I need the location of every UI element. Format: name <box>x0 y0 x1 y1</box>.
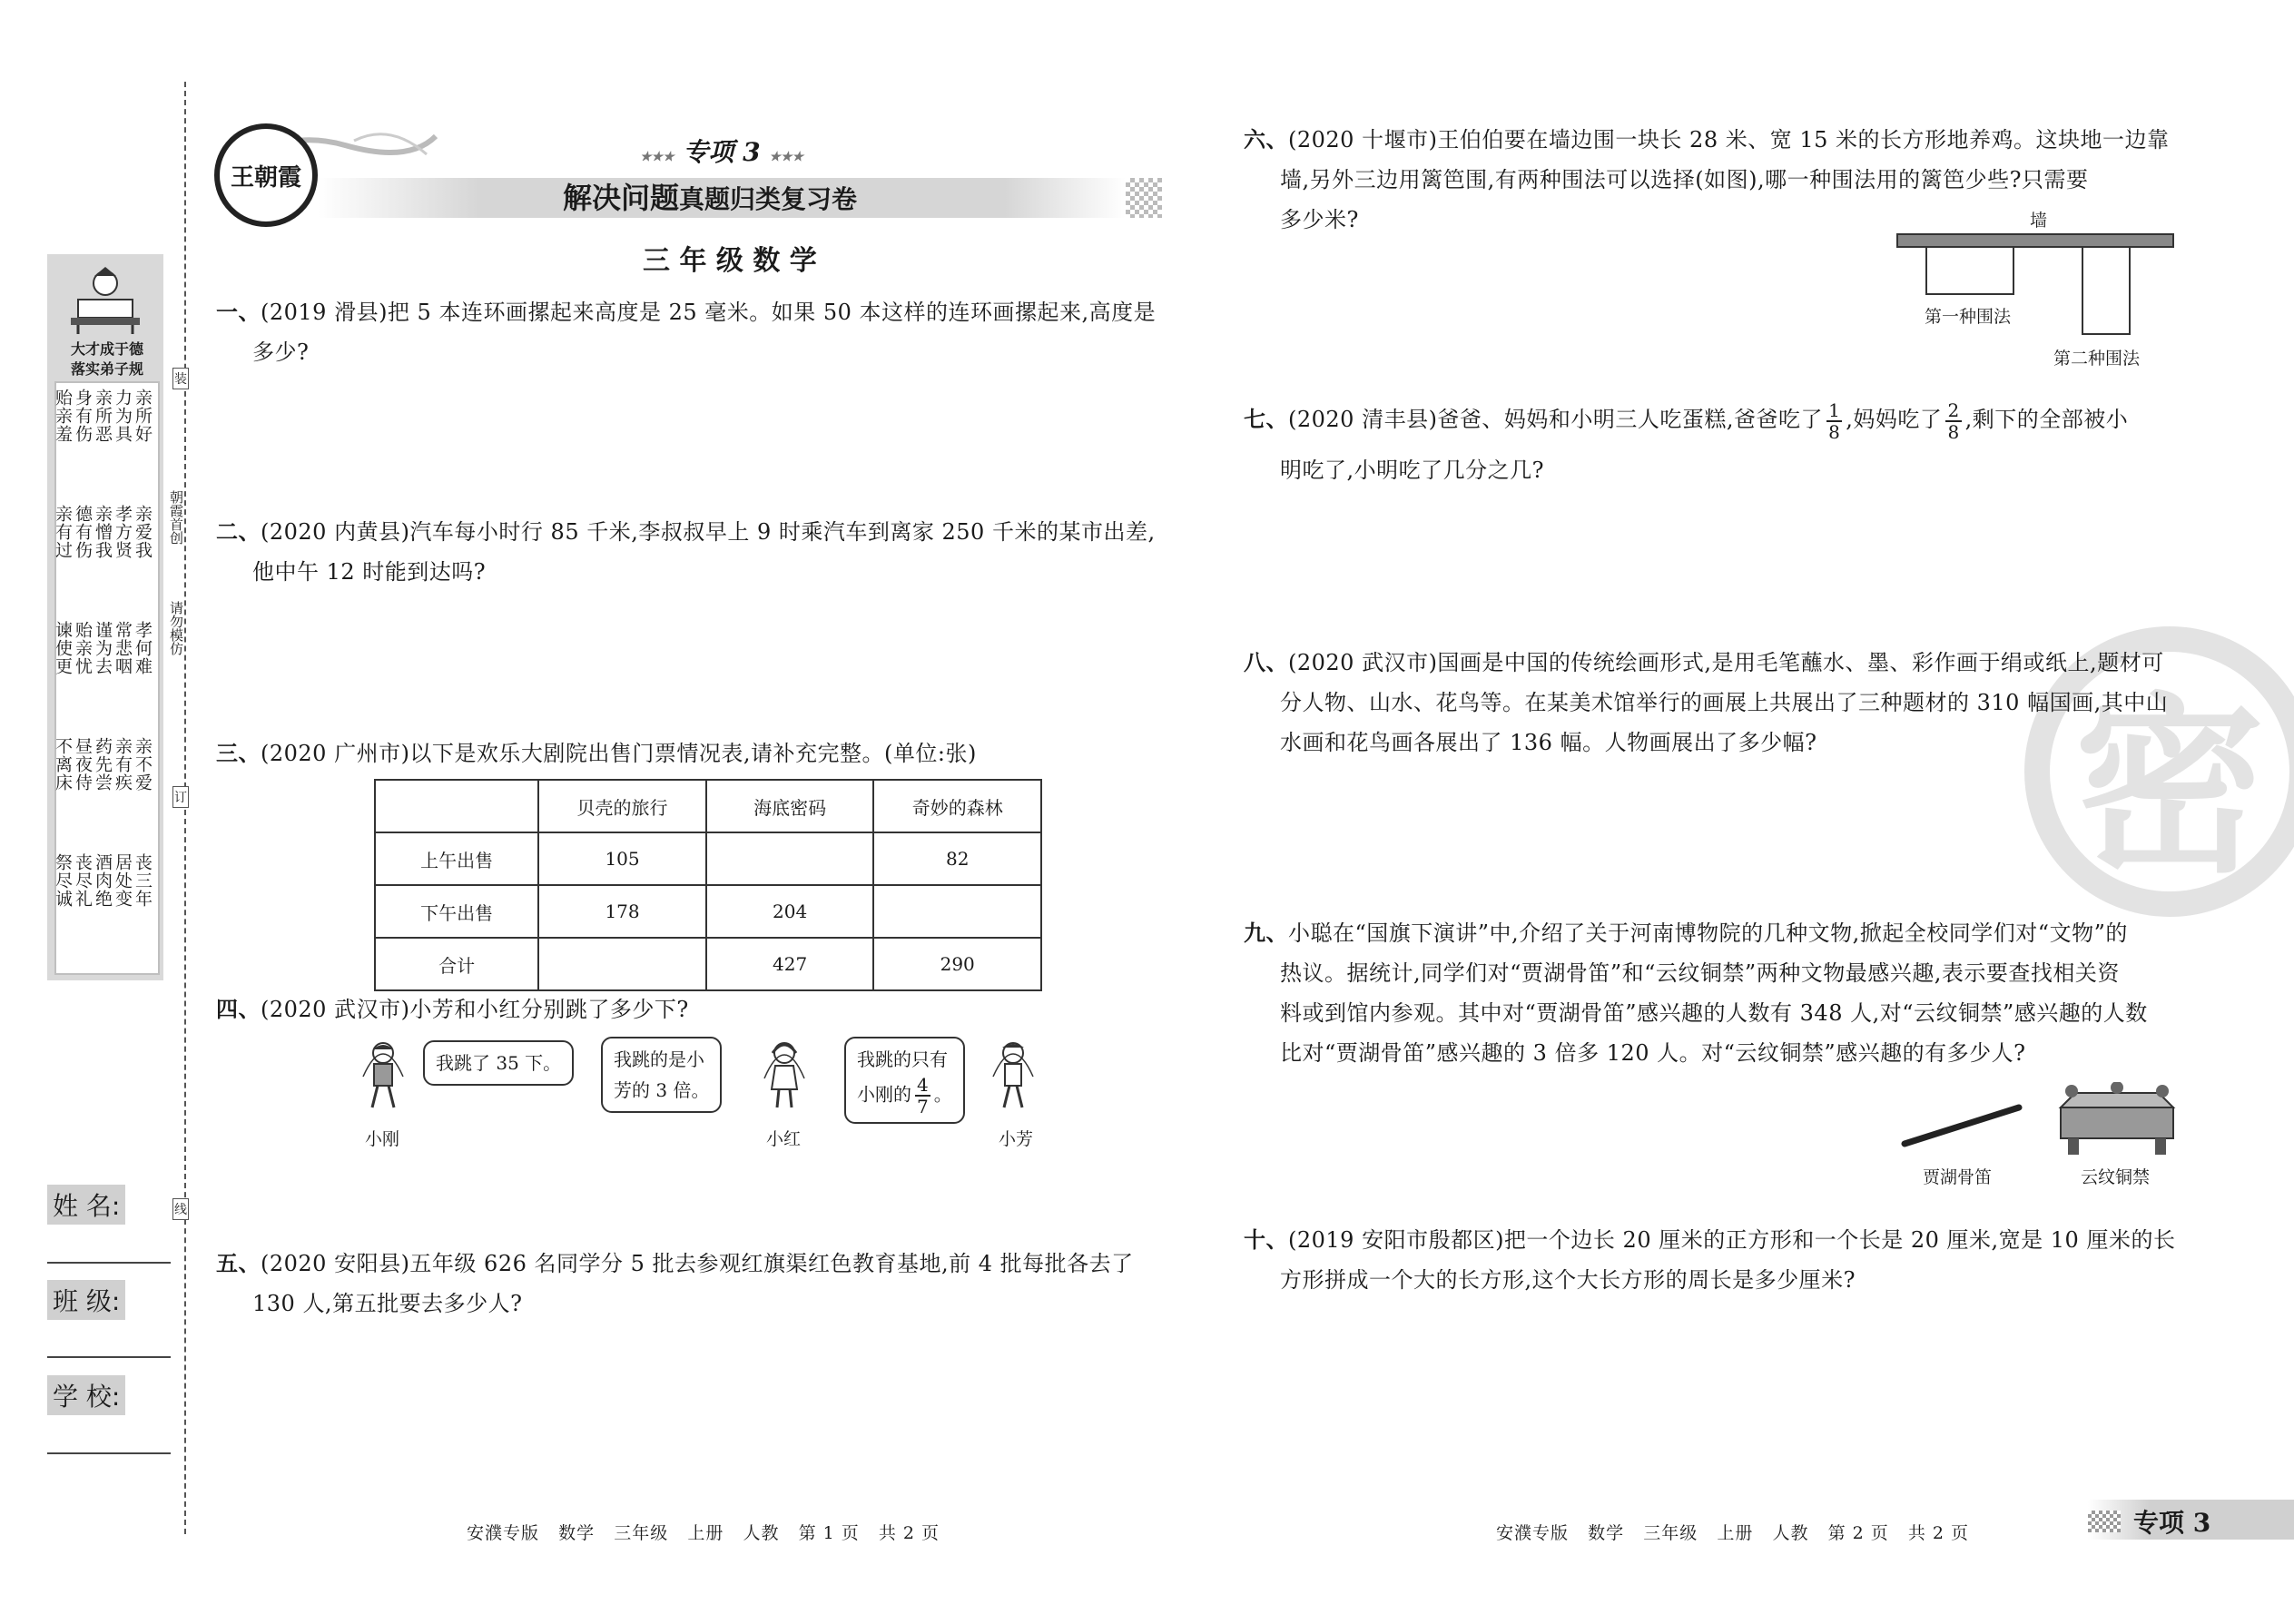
stars-left: ★★★ <box>640 150 674 164</box>
question-text-cont: 方形拼成一个大的长方形,这个大长方形的周长是多少厘米? <box>1280 1267 1856 1293</box>
sidebar-poem-verse: 亲有过 <box>53 505 73 559</box>
table-cell-blank[interactable] <box>538 938 706 990</box>
fraction-denominator: 8 <box>1947 420 1960 443</box>
question-text-cont: 明吃了,小明吃了几分之几? <box>1280 458 1544 483</box>
sidebar-poem-verse: 药先尝 <box>93 737 113 792</box>
question-text: 小聪在“国旗下演讲”中,介绍了关于河南博物院的几种文物,掀起全校同学们对“文物”的 <box>1288 920 2128 946</box>
question-2 <box>216 512 1178 592</box>
footer-tag-checker <box>2088 1511 2121 1532</box>
sidebar-poem-verse: 谏使更 <box>53 621 73 675</box>
page-title <box>563 178 857 220</box>
child-figure-xiaofang <box>989 1040 1037 1113</box>
series-label <box>640 133 803 169</box>
fraction-numerator: 4 <box>917 1074 929 1096</box>
seal-mark-3: 线 <box>172 1198 189 1220</box>
child-name-3: 小芳 <box>999 1129 1034 1149</box>
bubble-text: 。 <box>933 1083 952 1106</box>
fence-method-2: 第二种围法 <box>2053 349 2141 369</box>
question-text-cont: 料或到馆内参观。其中对“贾湖骨笛”感兴趣的人数有 348 人,对“云纹铜禁”感兴趣的人数 <box>1280 1000 2148 1026</box>
footer-left: 安濮专版 数学 三年级 上册 人教 第 1 页 共 2 页 <box>467 1523 940 1543</box>
bubble-line <box>857 1075 952 1117</box>
question-number: 六、 <box>1244 126 1288 153</box>
series-text: 专项 <box>683 137 734 167</box>
sidebar-poem-verse: 祭尽诚 <box>53 853 73 908</box>
artifact-caption-1: 贾湖骨笛 <box>1923 1167 1993 1187</box>
sidebar-slogan-1: 大才成于德 <box>70 340 143 358</box>
table-row <box>375 885 1041 938</box>
speech-bubble-1: 我跳了 35 下。 <box>423 1040 574 1086</box>
name-underline[interactable] <box>47 1262 171 1264</box>
wall-label: 墙 <box>2030 211 2048 231</box>
sidebar-poem-verse: 力为具 <box>113 389 133 443</box>
footer-tag: 专项 3 <box>2133 1508 2211 1538</box>
question-number: 一、 <box>216 299 261 325</box>
sidebar-poem-verse: 昼夜侍 <box>73 737 93 792</box>
question-number: 三、 <box>216 740 261 766</box>
class-underline[interactable] <box>47 1356 171 1358</box>
question-text-cont: 多少? <box>252 340 310 365</box>
table-cell: 204 <box>706 885 874 938</box>
question-5 <box>216 1244 1178 1324</box>
table-row <box>375 938 1041 990</box>
question-7 <box>1244 396 2206 490</box>
speech-bubble-2 <box>601 1037 722 1113</box>
sidebar-slogan-2: 落实弟子规 <box>70 360 143 378</box>
question-number: 五、 <box>216 1250 261 1276</box>
ticket-table <box>374 779 1042 991</box>
table-cell-blank[interactable] <box>873 885 1041 938</box>
bronze-vessel-image <box>2044 1082 2190 1158</box>
table-header-cell: 奇妙的森林 <box>873 780 1041 832</box>
class-label: 班 级: <box>47 1280 125 1320</box>
question-text-cont: 分人物、山水、花鸟等。在某美术馆举行的画展上共展出了三种题材的 310 幅国画,其中山 <box>1280 690 2169 715</box>
sidebar-poem-verse: 酒肉绝 <box>93 853 113 908</box>
sidebar-poem-verse: 谨为去 <box>93 621 113 675</box>
table-cell: 合计 <box>375 938 538 990</box>
watermark-glyph: 密 <box>2073 676 2265 899</box>
logo-emblem <box>214 123 318 227</box>
question-text: ,剩下的全部被小 <box>1964 407 2129 432</box>
sidebar-poem-verse: 德有伤 <box>73 505 93 559</box>
sidebar-poem-verse: 贻亲忧 <box>73 621 93 675</box>
sidebar-poem-verse: 常悲咽 <box>113 621 133 675</box>
question-text-cont: 130 人,第五批要去多少人? <box>252 1291 523 1316</box>
bubble-text: 小刚的 <box>857 1083 911 1106</box>
question-text: (2020 武汉市)国画是中国的传统绘画形式,是用毛笔蘸水、墨、彩作画于绢或纸上,题材可 <box>1288 650 2164 675</box>
sidebar-poem-verse: 亲有疾 <box>113 737 133 792</box>
fraction-denominator: 8 <box>1828 420 1841 443</box>
table-cell: 290 <box>873 938 1041 990</box>
table-cell: 下午出售 <box>375 885 538 938</box>
question-8 <box>1244 643 2206 763</box>
question-text: (2020 内黄县)汽车每小时行 85 千米,李叔叔早上 9 时乘汽车到离家 250 千米的某市出差, <box>261 519 1156 545</box>
sidebar-poem-verse: 贻亲羞 <box>53 389 73 443</box>
margin-text-1: 朝霞首创 <box>168 490 184 545</box>
question-number: 十、 <box>1244 1226 1288 1253</box>
table-cell: 178 <box>538 885 706 938</box>
seal-mark-2: 订 <box>172 786 189 808</box>
question-text: (2020 十堰市)王伯伯要在墙边围一块长 28 米、宽 15 米的长方形地养鸡。这块地一边靠 <box>1288 127 2170 153</box>
question-number: 二、 <box>216 518 261 545</box>
table-row <box>375 832 1041 885</box>
question-text-cont: 比对“贾湖骨笛”感兴趣的 3 倍多 120 人。对“云纹铜禁”感兴趣的有多少人? <box>1280 1040 2026 1066</box>
speech-bubble-3 <box>844 1037 965 1124</box>
table-cell-blank[interactable] <box>706 832 874 885</box>
question-text: ,妈妈吃了 <box>1846 407 1943 432</box>
artifact-caption-2: 云纹铜禁 <box>2081 1167 2151 1187</box>
question-number: 七、 <box>1244 406 1288 432</box>
sidebar-poem-verse: 亲所恶 <box>93 389 113 443</box>
child-name-2: 小红 <box>766 1129 802 1149</box>
table-header-cell <box>375 780 538 832</box>
table-header-cell: 海底密码 <box>706 780 874 832</box>
page-title-rest: 真题归类复习卷 <box>679 184 858 214</box>
name-label: 姓 名: <box>47 1185 125 1225</box>
question-1 <box>216 292 1178 372</box>
question-text-cont: 他中午 12 时能到达吗? <box>252 559 487 585</box>
question-text: (2019 安阳市殷都区)把一个边长 20 厘米的正方形和一个长是 20 厘米,宽是 10 厘米的长 <box>1288 1227 2176 1253</box>
question-text-cont: 多少米? <box>1280 207 1359 232</box>
sidebar-poem-verse: 孝何难 <box>133 621 153 675</box>
sidebar-poem-verse: 不离床 <box>53 737 73 792</box>
footer-right: 安濮专版 数学 三年级 上册 人教 第 2 页 共 2 页 <box>1496 1523 1970 1543</box>
sidebar-poem-verse: 身有伤 <box>73 389 93 443</box>
question-3 <box>216 733 1178 773</box>
question-number: 九、 <box>1244 920 1288 946</box>
fraction-numerator: 1 <box>1828 399 1841 421</box>
question-number: 八、 <box>1244 649 1288 675</box>
sidebar-poem-verse: 丧三年 <box>133 853 153 908</box>
sidebar-poem-verse: 亲所好 <box>133 389 153 443</box>
question-text: (2020 广州市)以下是欢乐大剧院出售门票情况表,请补充完整。(单位:张) <box>261 741 977 766</box>
logo-text: 王朝霞 <box>230 163 301 192</box>
question-10 <box>1244 1220 2206 1300</box>
fraction <box>915 1075 930 1117</box>
question-number: 四、 <box>216 996 261 1022</box>
binding-line <box>184 82 186 1534</box>
question-text: (2020 安阳县)五年级 626 名同学分 5 批去参观红旗渠红色教育基地,前 4 批每批各去了 <box>261 1251 1134 1276</box>
question-text-cont: 墙,另外三边用篱笆围,有两种围法可以选择(如图),哪一种围法用的篱笆少些?只需要 <box>1280 167 2089 192</box>
bone-flute-image <box>1901 1098 2024 1153</box>
seal-mark-1: 装 <box>172 368 189 389</box>
fraction-numerator: 2 <box>1947 399 1960 421</box>
question-text-cont: 水画和花鸟画各展出了 136 幅。人物画展出了多少幅? <box>1280 730 1817 755</box>
stars-right: ★★★ <box>769 150 804 164</box>
child-name-1: 小刚 <box>365 1129 400 1149</box>
bubble-line: 芳的 3 倍。 <box>614 1079 710 1101</box>
bubble-line: 我跳的只有 <box>857 1048 948 1070</box>
table-cell: 427 <box>706 938 874 990</box>
child-figure-xiaohong <box>761 1040 808 1113</box>
sidebar-poem-verse: 丧尽礼 <box>73 853 93 908</box>
table-cell: 上午出售 <box>375 832 538 885</box>
table-cell: 82 <box>873 832 1041 885</box>
fraction-denominator: 7 <box>917 1096 929 1117</box>
school-label: 学 校: <box>47 1375 125 1415</box>
question-4 <box>216 989 1178 1029</box>
page-title-bold: 解决问题 <box>563 181 680 215</box>
child-figure-xiaogang <box>359 1040 407 1113</box>
table-header-cell: 贝壳的旅行 <box>538 780 706 832</box>
question-text: (2019 滑县)把 5 本连环画摞起来高度是 25 毫米。如果 50 本这样的连环画摞起来,高度是 <box>261 300 1157 325</box>
fraction <box>1826 400 1842 442</box>
question-text: (2020 清丰县)爸爸、妈妈和小明三人吃蛋糕,爸爸吃了 <box>1288 407 1824 432</box>
bubble-line: 我跳的是小 <box>614 1048 704 1070</box>
header-title-bar-checker <box>1126 178 1162 218</box>
question-text: (2020 武汉市)小芳和小红分别跳了多少下? <box>261 997 689 1022</box>
school-underline[interactable] <box>47 1452 171 1454</box>
sidebar-poem-verse: 孝方贤 <box>113 505 133 559</box>
page-subtitle: 三 年 级 数 学 <box>643 245 817 277</box>
series-number: 3 <box>743 137 761 167</box>
fraction <box>1945 400 1961 442</box>
sidebar-poem <box>53 389 154 969</box>
sidebar-poem-verse: 居处变 <box>113 853 133 908</box>
question-9 <box>1244 913 2206 1073</box>
question-text-cont: 热议。据统计,同学们对“贾湖骨笛”和“云纹铜禁”两种文物最感兴趣,表示要查找相关资 <box>1280 960 2120 986</box>
fence-method-1: 第一种围法 <box>1925 307 2012 327</box>
margin-text-2: 请勿模仿 <box>168 601 184 655</box>
question-6 <box>1244 120 2206 240</box>
sidebar-poem-verse: 亲不爱 <box>133 737 153 792</box>
mascot-illustration <box>62 263 149 336</box>
sidebar-poem-verse: 亲憎我 <box>93 505 113 559</box>
sidebar-poem-verse: 亲爱我 <box>133 505 153 559</box>
table-header-row <box>375 780 1041 832</box>
table-cell: 105 <box>538 832 706 885</box>
